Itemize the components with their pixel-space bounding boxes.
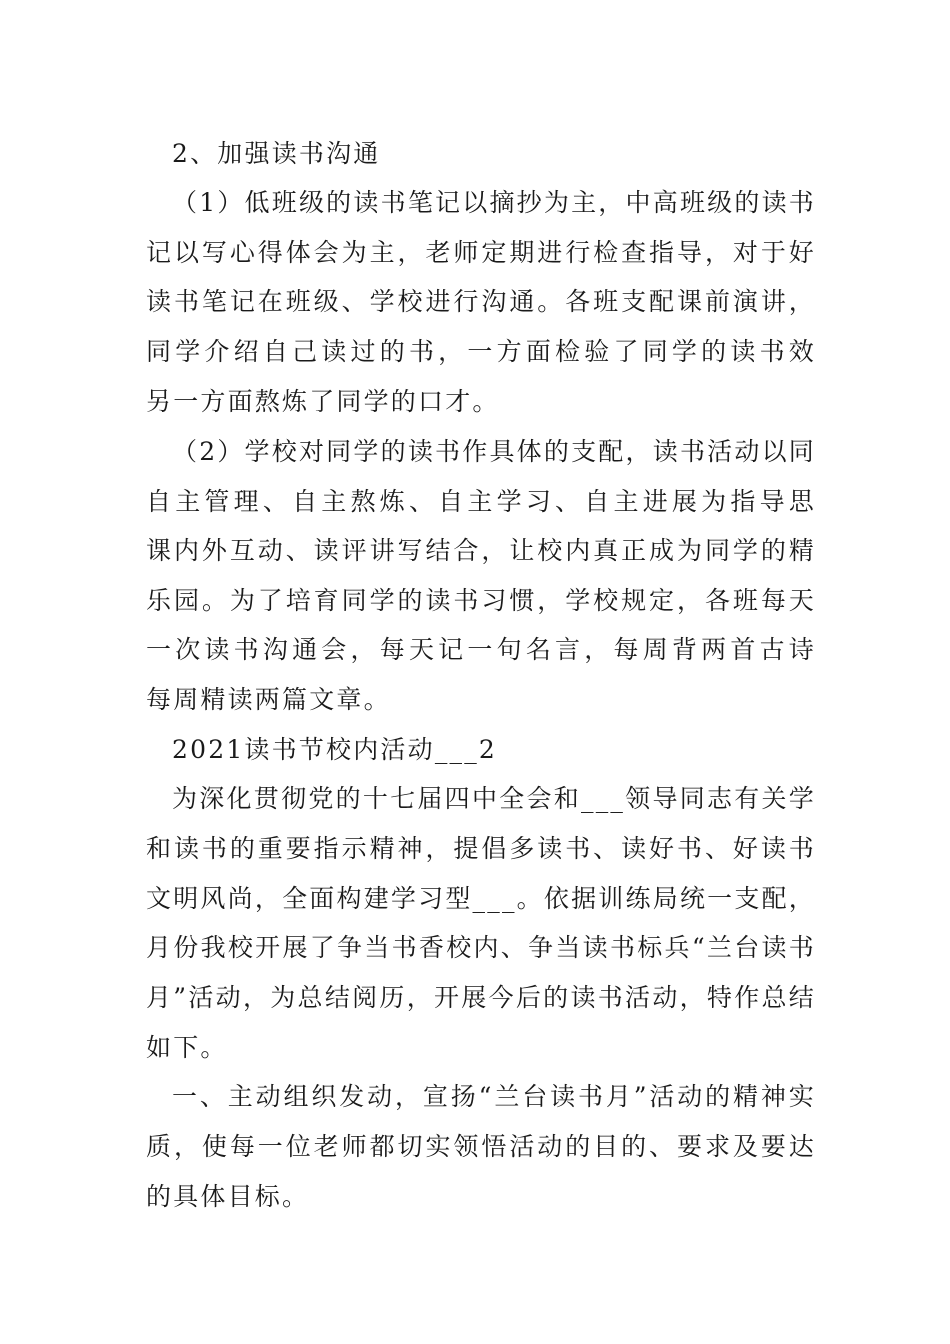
paragraph-line: 为深化贯彻党的十七届四中全会和___领导同志有关学: [172, 784, 816, 813]
paragraph-line: 一、主动组织发动，宣扬“兰台读书月”活动的精神实: [172, 1082, 816, 1111]
section-title: 2021读书节校内活动___2: [172, 735, 498, 764]
paragraph-line: 自主管理、自主熬炼、自主学习、自主进展为指导思: [146, 487, 816, 516]
section-heading: 2、加强读书沟通: [172, 139, 381, 168]
paragraph-line: 文明风尚，全面构建学习型___。依据训练局统一支配，: [146, 884, 816, 913]
paragraph-line: 另一方面熬炼了同学的口才。: [146, 387, 500, 416]
paragraph-line: 读书笔记在班级、学校进行沟通。各班支配课前演讲，: [146, 287, 816, 316]
paragraph-line: 记以写心得体会为主，老师定期进行检查指导，对于好: [146, 238, 816, 267]
paragraph-line: 每周精读两篇文章。: [146, 685, 391, 714]
paragraph-line: 月”活动，为总结阅历，开展今后的读书活动，特作总结: [146, 983, 816, 1012]
paragraph-line: 一次读书沟通会，每天记一句名言，每周背两首古诗: [146, 635, 816, 664]
paragraph-line: 月份我校开展了争当书香校内、争当读书标兵“兰台读书: [146, 933, 816, 962]
paragraph-line: （1）低班级的读书笔记以摘抄为主，中高班级的读书: [172, 188, 816, 217]
paragraph-line: 和读书的重要指示精神，提倡多读书、读好书、好读书: [146, 834, 816, 863]
paragraph-line: （2）学校对同学的读书作具体的支配，读书活动以同: [172, 437, 816, 466]
paragraph-line: 的具体目标。: [146, 1182, 310, 1211]
paragraph-line: 同学介绍自己读过的书，一方面检验了同学的读书效: [146, 337, 816, 366]
paragraph-line: 如下。: [146, 1033, 228, 1062]
paragraph-line: 乐园。为了培育同学的读书习惯，学校规定，各班每天: [146, 586, 816, 615]
paragraph-line: 课内外互动、读评讲写结合，让校内真正成为同学的精: [146, 536, 816, 565]
paragraph-line: 质，使每一位老师都切实领悟活动的目的、要求及要达: [146, 1132, 816, 1161]
